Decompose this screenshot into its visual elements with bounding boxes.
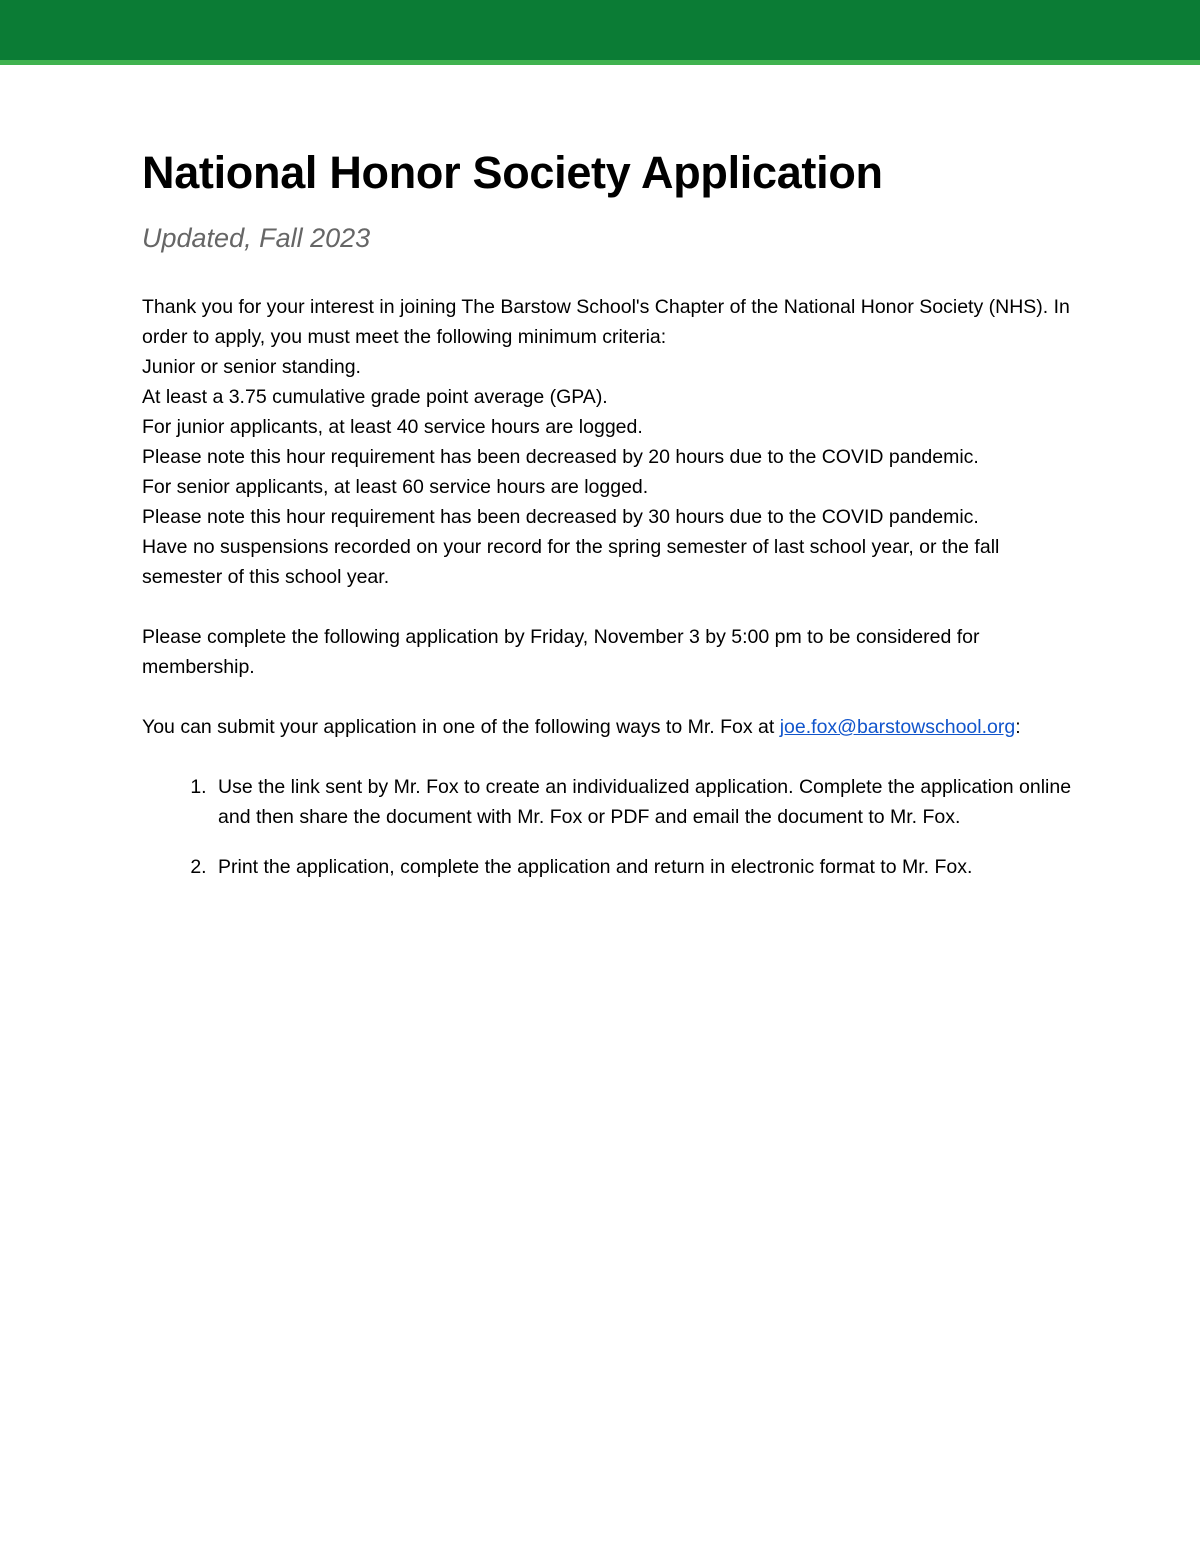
- submission-step: 1. Use the link sent by Mr. Fox to create an individualized application. Complete the application online and then share the document with Mr. Fox or PDF and email the document to Mr. Fox.: [212, 772, 1072, 832]
- criteria-line: Junior or senior standing.: [142, 356, 361, 378]
- criteria-line: Have no suspensions recorded on your record for the spring semester of last school year, or the fall semester of this school year.: [142, 536, 1000, 588]
- email-link[interactable]: joe.fox@barstowschool.org: [779, 716, 1016, 738]
- submission-step: 2. Print the application, complete the application and return in electronic format to Mr. Fox.: [212, 852, 1072, 882]
- header-stripe: [0, 60, 1200, 65]
- submit-intro-text: You can submit your application in one of the following ways to Mr. Fox at: [142, 716, 775, 738]
- paragraph-gap: [142, 682, 1072, 712]
- submission-steps-list: [142, 772, 1072, 882]
- criteria-line: Please note this hour requirement has been decreased by 30 hours due to the COVID pandemic.: [142, 506, 979, 528]
- criteria-line: For junior applicants, at least 40 service hours are logged.: [142, 416, 643, 438]
- document-content: [142, 140, 1072, 902]
- email-suffix: :: [1015, 716, 1021, 738]
- criteria-line: At least a 3.75 cumulative grade point average (GPA).: [142, 386, 608, 408]
- document-subtitle: Updated, Fall 2023: [142, 223, 371, 253]
- criteria-line: For senior applicants, at least 60 service hours are logged.: [142, 476, 649, 498]
- document-title: National Honor Society Application: [142, 147, 883, 198]
- submit-paragraph: [142, 712, 1072, 742]
- paragraph-gap: [142, 592, 1072, 622]
- deadline-paragraph: Please complete the following application by Friday, November 3 by 5:00 pm to be considered for membership.: [142, 626, 980, 678]
- header-bar: [0, 0, 1200, 60]
- document-body: [142, 292, 1072, 742]
- intro-paragraph: Thank you for your interest in joining The Barstow School's Chapter of the National Honor Society (NHS). In order to apply, you must meet the following minimum criteria:: [142, 296, 1070, 348]
- criteria-line: Please note this hour requirement has been decreased by 20 hours due to the COVID pandemic.: [142, 446, 979, 468]
